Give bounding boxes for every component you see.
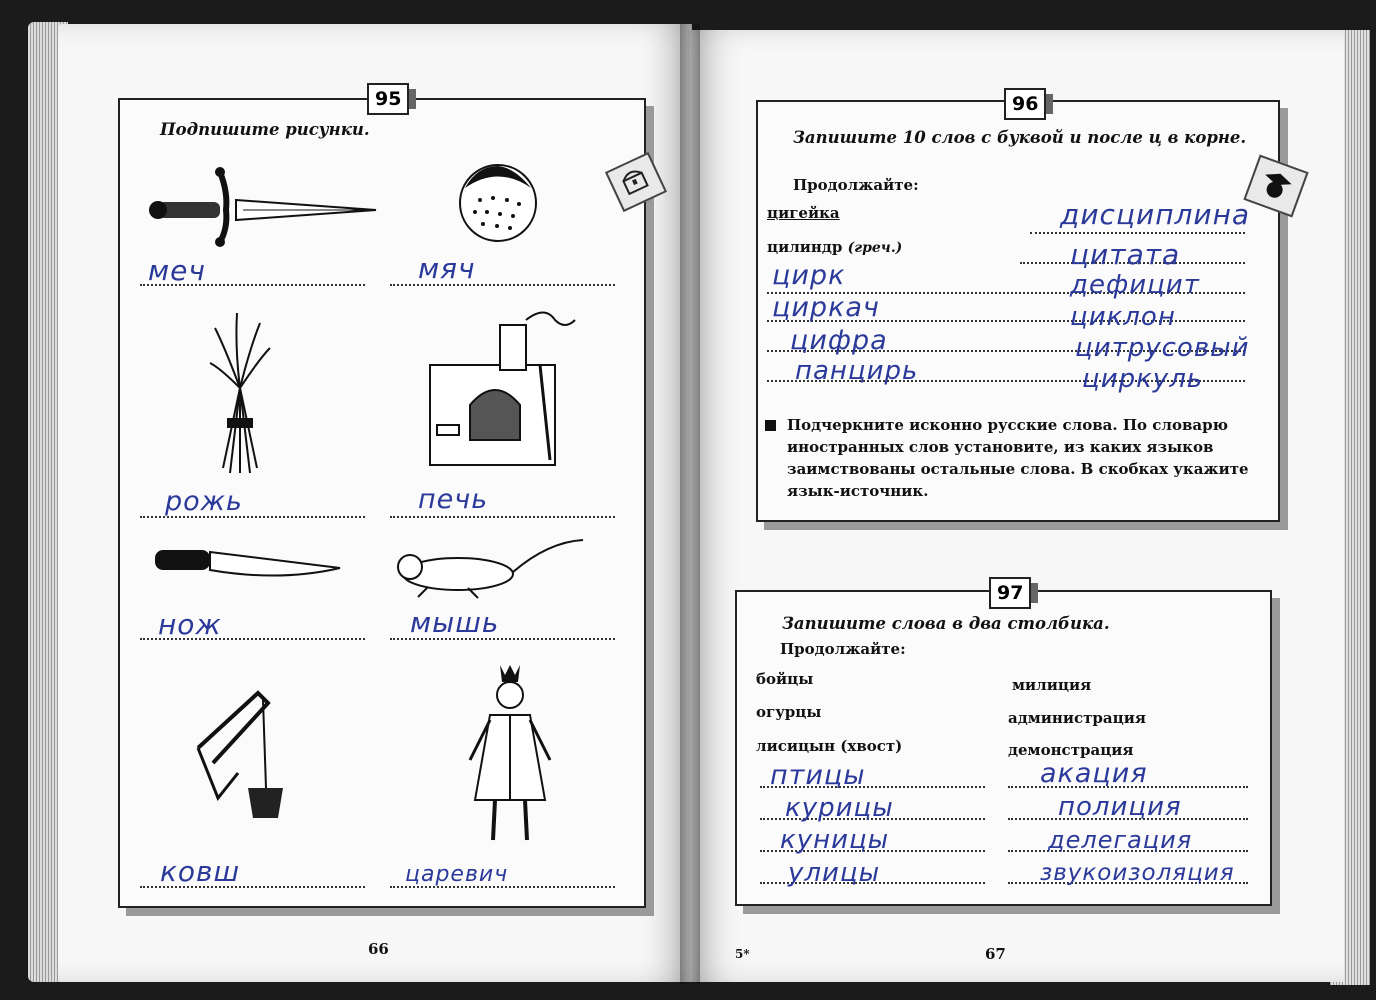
- answer-96-right-1: дисциплина: [1060, 198, 1251, 231]
- answer-96-left-3: цифра: [790, 325, 888, 356]
- answer-96-right-5: цитрусовый: [1075, 333, 1250, 363]
- excavator-bucket-icon: [188, 688, 298, 828]
- page-number-left: 66: [368, 940, 389, 958]
- answer-96-right-4: циклон: [1070, 302, 1176, 332]
- rye-sheaf-icon: [205, 308, 275, 478]
- right-word-2: администрация: [1008, 709, 1146, 727]
- answer-line: [1030, 232, 1245, 234]
- answer-line: [390, 516, 615, 518]
- exercise-96-prompt: Продолжайте:: [793, 176, 919, 194]
- right-word-3: демонстрация: [1008, 741, 1134, 759]
- answer-bucket: ковш: [160, 855, 241, 888]
- answer-97-left-4: улицы: [788, 858, 881, 888]
- exercise-97-prompt: Продолжайте:: [780, 640, 906, 658]
- answer-mouse: мышь: [410, 606, 500, 639]
- stove-icon: [425, 305, 595, 475]
- answer-96-right-6: циркуль: [1082, 364, 1204, 394]
- exercise-97-number: 97: [989, 577, 1031, 609]
- answer-97-left-2: курицы: [785, 793, 894, 823]
- knife-icon: [150, 540, 350, 590]
- answer-97-right-2: полиция: [1058, 792, 1182, 822]
- exercise-96-number: 96: [1004, 88, 1046, 120]
- left-word-1: бойцы: [756, 670, 814, 688]
- answer-line: [390, 886, 615, 888]
- answer-96-right-2: цитата: [1070, 238, 1181, 271]
- book-gutter: [680, 24, 700, 984]
- answer-96-right-3: дефицит: [1070, 270, 1200, 300]
- mouse-icon: [388, 532, 588, 602]
- exercise-96-title: Запишите 10 слов с буквой и после ц в корне.: [793, 128, 1247, 147]
- answer-line: [140, 284, 365, 286]
- ball-icon: [455, 160, 541, 246]
- signature-mark: 5*: [735, 947, 750, 961]
- given-word-2: цилиндр (греч.): [767, 238, 903, 256]
- left-word-3: лисицын (хвост): [756, 737, 903, 755]
- answer-line: [390, 284, 615, 286]
- answer-line: [140, 638, 365, 640]
- answer-97-right-4: звукоизоляция: [1040, 860, 1235, 886]
- exercise-95-number: 95: [367, 83, 409, 115]
- answer-stove: печь: [418, 484, 489, 515]
- right-word-1: милиция: [1012, 676, 1092, 694]
- given-word-1: цигейка: [767, 204, 840, 222]
- answer-97-right-1: акация: [1040, 758, 1148, 789]
- answer-96-left-2: циркач: [772, 292, 880, 323]
- left-word-2: огурцы: [756, 703, 822, 721]
- task-bullet: [765, 420, 776, 431]
- answer-knife: нож: [158, 608, 222, 641]
- answer-line: [140, 886, 365, 888]
- answer-97-right-3: делегация: [1048, 826, 1193, 854]
- answer-97-left-3: куницы: [780, 825, 890, 855]
- exercise-97-title: Запишите слова в два столбика.: [782, 614, 1110, 633]
- exercise-96-task: Подчеркните исконно русские слова. По словарю иностранных слов установите, из каких языков заимствованы остальные слова. В скобках укажите язык-источник.: [787, 416, 1249, 500]
- answer-ball: мяч: [418, 252, 476, 285]
- tsarevich-icon: [455, 660, 565, 850]
- page-number-right: 67: [985, 945, 1006, 963]
- answer-tsarevich: царевич: [405, 862, 509, 887]
- answer-96-left-4: панцирь: [795, 356, 919, 386]
- answer-96-left-1: цирк: [772, 260, 846, 291]
- exercise-95-title: Подпишите рисунки.: [160, 120, 370, 139]
- answer-line: [390, 638, 615, 640]
- answer-sword: меч: [148, 254, 206, 287]
- answer-line: [140, 516, 365, 518]
- answer-rye: рожь: [165, 486, 243, 517]
- answer-97-left-1: птицы: [770, 760, 866, 791]
- sword-icon: [148, 162, 388, 248]
